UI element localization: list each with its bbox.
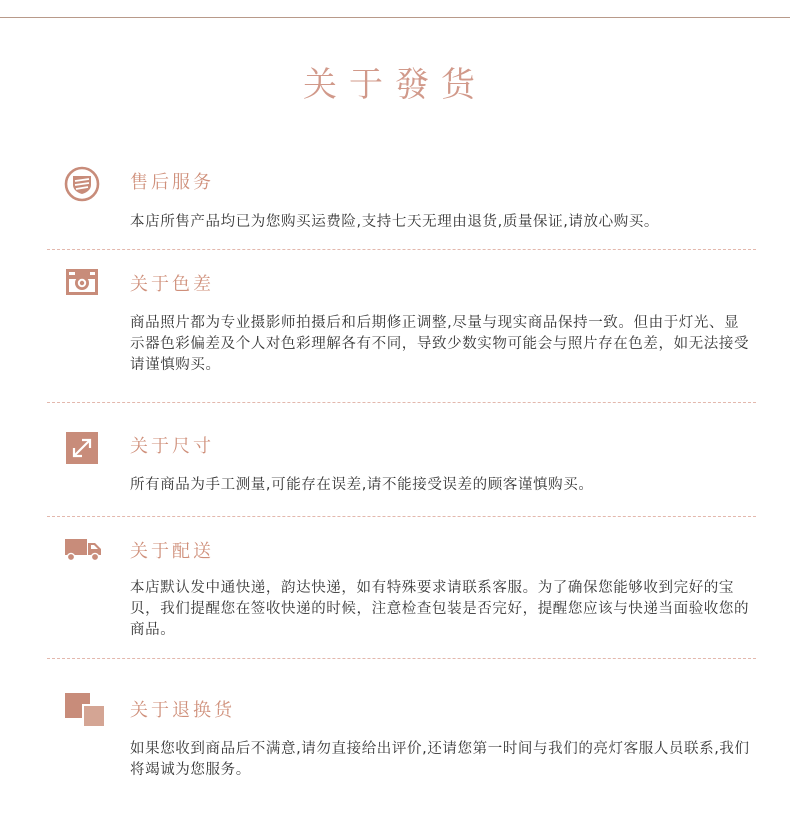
section-heading-delivery: 关于配送	[130, 541, 214, 562]
section-body-delivery: 本店默认发中通快递，韵达快递，如有特殊要求请联系客服。为了确保您能够收到完好的宝贝，我们提醒您在签收快递的时候，注意检查包装是否完好，提醒您应该与快递当面验收您的商品。	[130, 580, 750, 638]
section-body-color-difference: 商品照片都为专业摄影师拍摄后和后期修正调整,尽量与现实商品保持一致。但由于灯光、显示器色彩偏差及个人对色彩理解各有不同，导致少数实物可能会与照片存在色差，如无法接受请谨慎购买。	[130, 315, 750, 373]
page-title: 关于發货	[303, 65, 487, 105]
delivery-truck-icon	[64, 537, 100, 563]
section-divider	[47, 658, 756, 659]
section-heading-size: 关于尺寸	[130, 436, 214, 457]
section-body-returns: 如果您收到商品后不满意,请勿直接给出评价,还请您第一时间与我们的亮灯客服人员联系,我们将竭诚为您服务。	[130, 741, 750, 778]
section-divider	[47, 516, 756, 517]
section-divider	[47, 249, 756, 250]
section-body-after-sales: 本店所售产品均已为您购买运费险,支持七天无理由退货,质量保证,请放心购买。	[130, 214, 660, 230]
top-border-line	[0, 17, 790, 18]
section-body-size: 所有商品为手工测量,可能存在误差,请不能接受误差的顾客谨慎购买。	[130, 477, 594, 493]
shield-badge-icon	[64, 166, 100, 202]
section-heading-returns: 关于退换货	[130, 700, 235, 721]
resize-arrow-icon	[64, 430, 100, 466]
camera-icon	[64, 267, 100, 297]
overlapping-squares-icon	[64, 692, 106, 730]
section-divider	[47, 402, 756, 403]
section-heading-color-difference: 关于色差	[130, 274, 214, 295]
section-heading-after-sales: 售后服务	[130, 172, 214, 193]
